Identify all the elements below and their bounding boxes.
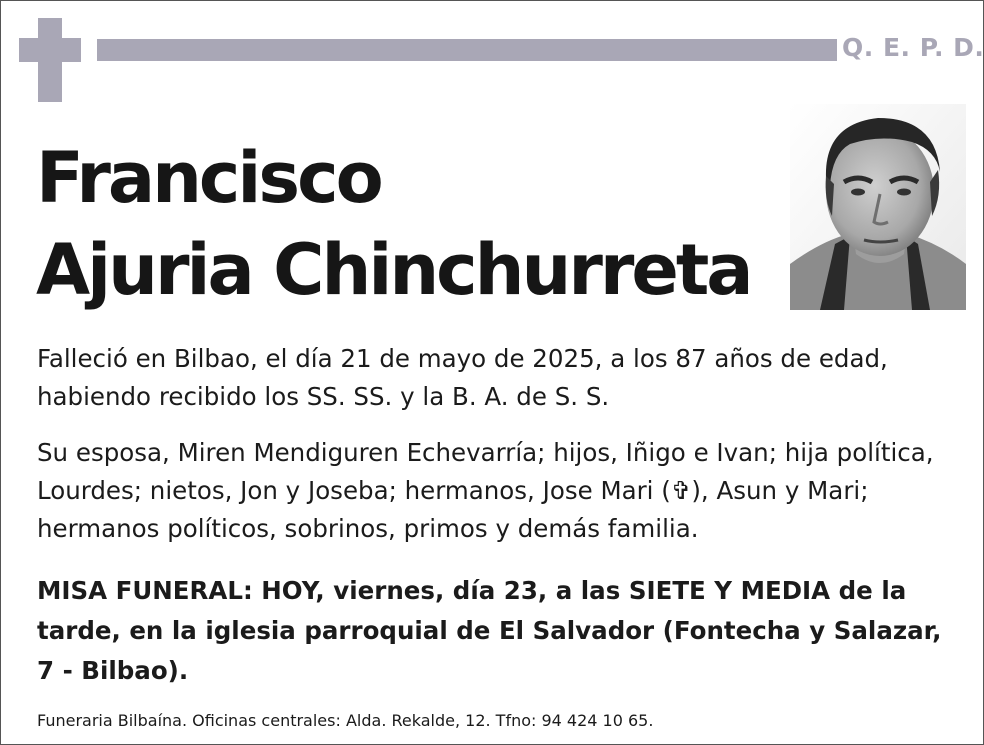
cross-ornament-horizontal — [19, 38, 81, 62]
funeral-home-footer: Funeraria Bilbaína. Oficinas centrales: Alda. Rekalde, 12. Tfno: 94 424 10 65. — [37, 711, 654, 730]
death-statement: Falleció en Bilbao, el día 21 de mayo de 2025, a los 87 años de edad, habiendo recibido los SS. SS. y la B. A. de S. S. — [37, 344, 888, 411]
cross-icon: ✞ — [670, 476, 692, 505]
header-bar — [97, 39, 837, 61]
family-list — [37, 434, 957, 548]
first-name: Francisco — [36, 137, 381, 219]
qepd-label: Q. E. P. D. — [842, 33, 984, 62]
deceased-name — [36, 132, 751, 316]
portrait-photo — [790, 104, 966, 310]
funeral-announcement: MISA FUNERAL: HOY, viernes, día 23, a las SIETE Y MEDIA de la tarde, en la iglesia parroquial de El Salvador (Fontecha y Salazar, 7 - Bilbao). — [37, 576, 942, 685]
family-text-part1: Su esposa, Miren Mendiguren Echevarría; hijos, Iñigo e Ivan; hija política, Lourdes; nietos, Jon y Joseba; hermanos, Jose Mari ( — [37, 438, 934, 505]
family-text-part2: ), Asun y Mari; hermanos políticos, sobrinos, primos y demás familia. — [37, 476, 869, 543]
surnames: Ajuria Chinchurreta — [36, 229, 751, 311]
